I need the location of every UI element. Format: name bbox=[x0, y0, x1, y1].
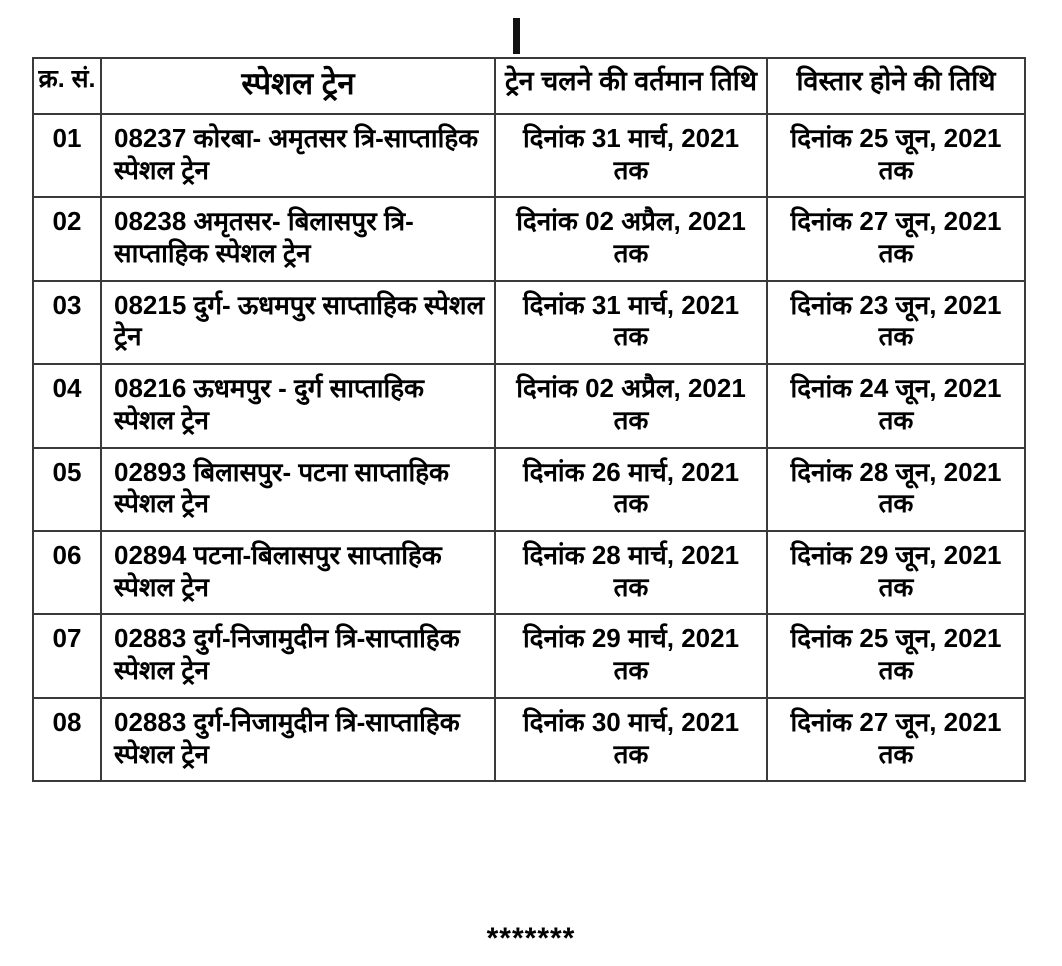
table-body bbox=[33, 114, 1025, 782]
cell-current-date: दिनांक 31 मार्च, 2021 तक bbox=[495, 281, 767, 364]
cell-train-name: 08216 ऊधमपुर - दुर्ग साप्ताहिक स्पेशल ट्रेन bbox=[101, 364, 495, 447]
special-trains-table-container bbox=[32, 57, 1024, 782]
table-row bbox=[33, 531, 1025, 614]
cell-extension-date: दिनांक 25 जून, 2021 तक bbox=[767, 614, 1025, 697]
cell-serial-number: 01 bbox=[33, 114, 101, 197]
text-caret-icon bbox=[513, 18, 520, 54]
cell-serial-number: 02 bbox=[33, 197, 101, 280]
cell-train-name: 08238 अमृतसर- बिलासपुर त्रि-साप्ताहिक स्पेशल ट्रेन bbox=[101, 197, 495, 280]
table-row bbox=[33, 614, 1025, 697]
cell-current-date: दिनांक 26 मार्च, 2021 तक bbox=[495, 448, 767, 531]
cell-train-name: 08237 कोरबा- अमृतसर त्रि-साप्ताहिक स्पेशल ट्रेन bbox=[101, 114, 495, 197]
cell-current-date: दिनांक 30 मार्च, 2021 तक bbox=[495, 698, 767, 781]
cell-serial-number: 07 bbox=[33, 614, 101, 697]
column-header-current-date: ट्रेन चलने की वर्तमान तिथि bbox=[495, 58, 767, 114]
cell-current-date: दिनांक 29 मार्च, 2021 तक bbox=[495, 614, 767, 697]
table-row bbox=[33, 698, 1025, 781]
cell-current-date: दिनांक 02 अप्रैल, 2021 तक bbox=[495, 197, 767, 280]
table-row bbox=[33, 364, 1025, 447]
table-row bbox=[33, 197, 1025, 280]
table-row bbox=[33, 448, 1025, 531]
cell-serial-number: 05 bbox=[33, 448, 101, 531]
table-header-row bbox=[33, 58, 1025, 114]
special-trains-table bbox=[32, 57, 1026, 782]
cell-train-name: 02894 पटना-बिलासपुर साप्ताहिक स्पेशल ट्रेन bbox=[101, 531, 495, 614]
cell-train-name: 02883 दुर्ग-निजामुदीन त्रि-साप्ताहिक स्पेशल ट्रेन bbox=[101, 698, 495, 781]
cell-serial-number: 06 bbox=[33, 531, 101, 614]
cell-current-date: दिनांक 28 मार्च, 2021 तक bbox=[495, 531, 767, 614]
table-row bbox=[33, 281, 1025, 364]
cell-serial-number: 08 bbox=[33, 698, 101, 781]
cell-extension-date: दिनांक 29 जून, 2021 तक bbox=[767, 531, 1025, 614]
table-row bbox=[33, 114, 1025, 197]
column-header-extension-date: विस्तार होने की तिथि bbox=[767, 58, 1025, 114]
cell-extension-date: दिनांक 28 जून, 2021 तक bbox=[767, 448, 1025, 531]
cell-current-date: दिनांक 31 मार्च, 2021 तक bbox=[495, 114, 767, 197]
column-header-serial-number: क्र. सं. bbox=[33, 58, 101, 114]
cell-serial-number: 03 bbox=[33, 281, 101, 364]
cell-train-name: 02893 बिलासपुर- पटना साप्ताहिक स्पेशल ट्रेन bbox=[101, 448, 495, 531]
table-header bbox=[33, 58, 1025, 114]
cell-extension-date: दिनांक 23 जून, 2021 तक bbox=[767, 281, 1025, 364]
cell-train-name: 08215 दुर्ग- ऊधमपुर साप्ताहिक स्पेशल ट्रेन bbox=[101, 281, 495, 364]
column-header-special-train: स्पेशल ट्रेन bbox=[101, 58, 495, 114]
cell-extension-date: दिनांक 27 जून, 2021 तक bbox=[767, 197, 1025, 280]
footer-separator: ******* bbox=[486, 922, 576, 955]
cell-extension-date: दिनांक 27 जून, 2021 तक bbox=[767, 698, 1025, 781]
cell-current-date: दिनांक 02 अप्रैल, 2021 तक bbox=[495, 364, 767, 447]
cell-extension-date: दिनांक 25 जून, 2021 तक bbox=[767, 114, 1025, 197]
cell-extension-date: दिनांक 24 जून, 2021 तक bbox=[767, 364, 1025, 447]
cell-train-name: 02883 दुर्ग-निजामुदीन त्रि-साप्ताहिक स्पेशल ट्रेन bbox=[101, 614, 495, 697]
cell-serial-number: 04 bbox=[33, 364, 101, 447]
